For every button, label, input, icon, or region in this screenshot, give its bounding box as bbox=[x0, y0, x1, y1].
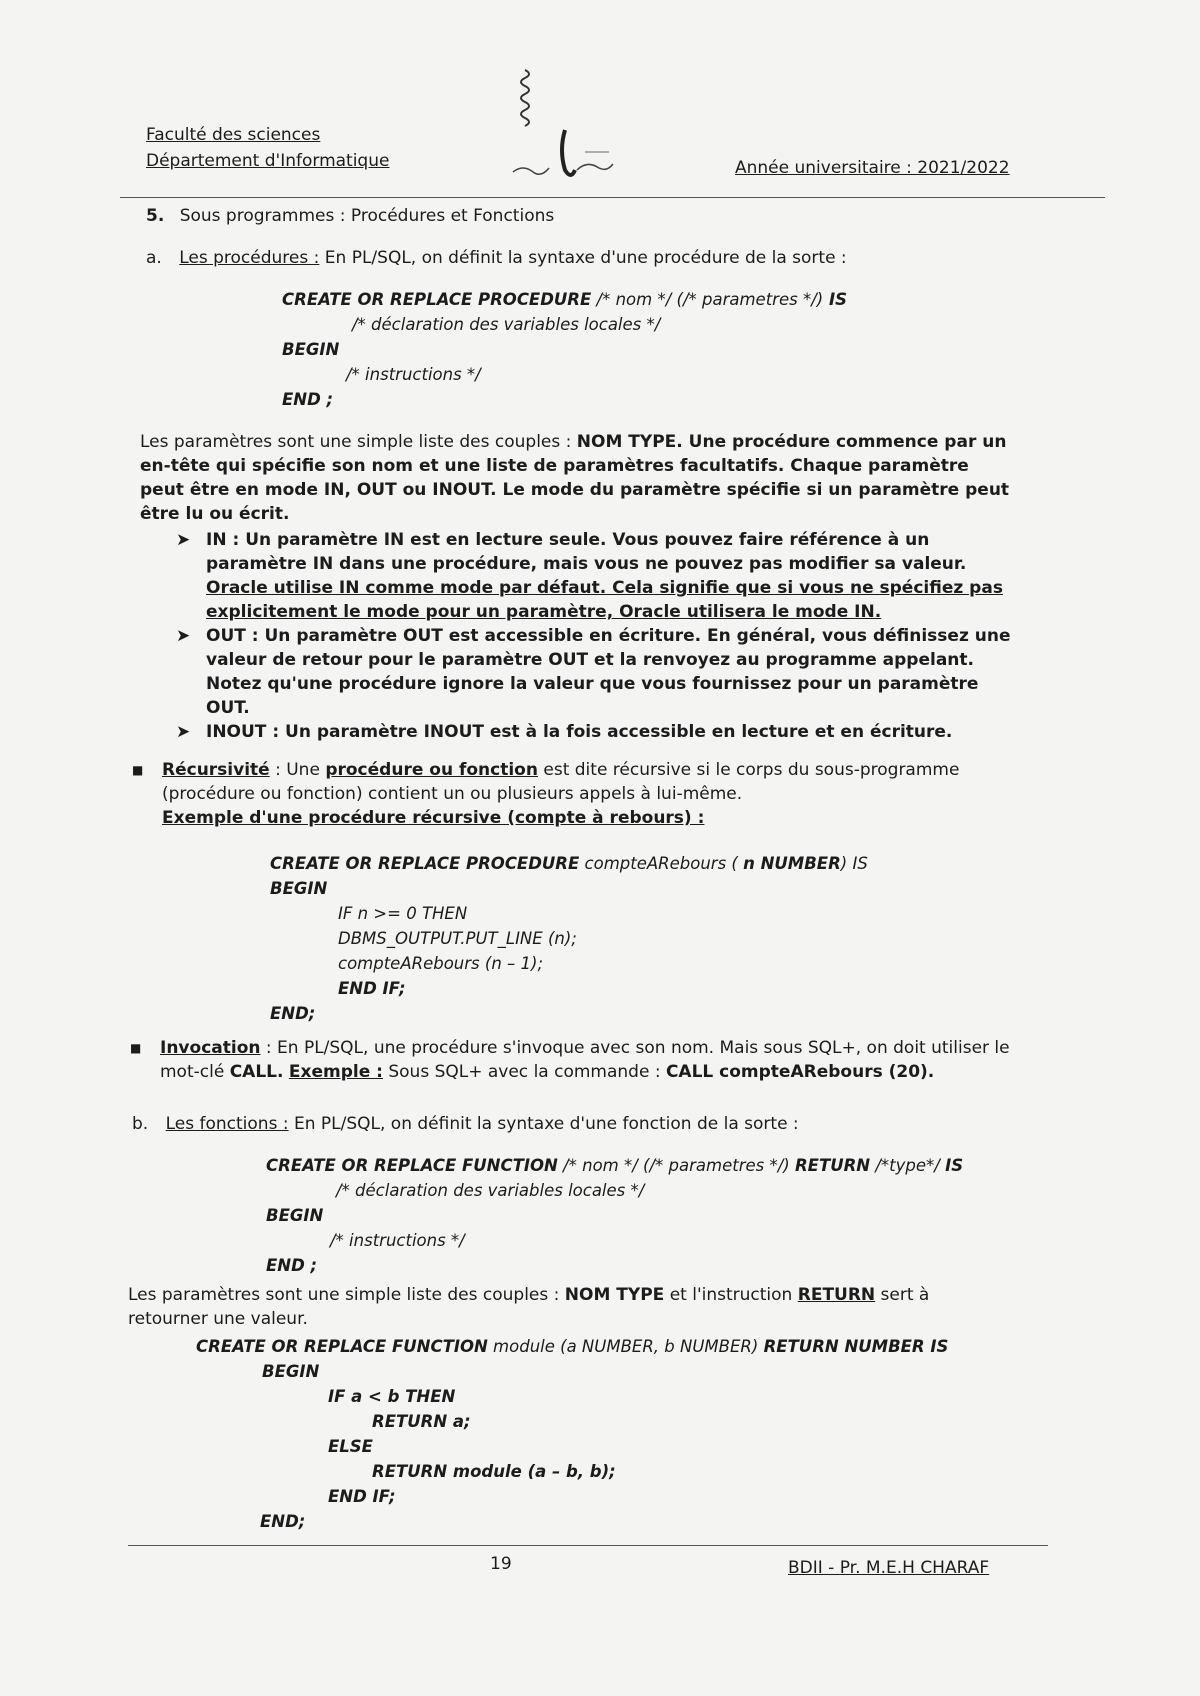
item-marker-a: a. bbox=[146, 248, 162, 268]
code-keyword: END IF; bbox=[338, 979, 406, 998]
section-title bbox=[146, 204, 554, 228]
function-syntax-block bbox=[266, 1153, 963, 1278]
para-text: sert à retourner une valeur. bbox=[128, 1285, 930, 1329]
code-keyword: IF a < b THEN bbox=[328, 1387, 456, 1406]
code-keyword: CREATE OR REPLACE PROCEDURE bbox=[282, 290, 592, 309]
page-number: 19 bbox=[490, 1554, 512, 1574]
mode-in-default-note: Oracle utilise IN comme mode par défaut. Cela signifie que si vous ne spécifiez pas explicitement le mode pour un paramètre, Oracle utilisera le mode IN. bbox=[206, 578, 1003, 622]
code-keyword: CREATE OR REPLACE FUNCTION bbox=[196, 1337, 488, 1356]
arrow-bullet-icon: ➤ bbox=[176, 722, 191, 742]
code-keyword: RETURN NUMBER IS bbox=[763, 1337, 949, 1356]
item-marker-b: b. bbox=[132, 1114, 149, 1134]
code-keyword: RETURN a; bbox=[372, 1412, 471, 1431]
code-comment: /* instructions */ bbox=[346, 365, 481, 384]
code-comment: /* instructions */ bbox=[330, 1231, 465, 1250]
para-text: Les paramètres sont une simple liste des couples : bbox=[128, 1285, 565, 1305]
function-params-paragraph bbox=[128, 1283, 1008, 1331]
code-keyword: BEGIN bbox=[282, 340, 340, 359]
header-institution bbox=[146, 122, 389, 174]
example-label: Exemple : bbox=[288, 1062, 383, 1082]
square-bullet-icon: ■ bbox=[130, 1041, 142, 1055]
procedures-intro bbox=[146, 246, 847, 270]
functions-intro bbox=[132, 1112, 799, 1136]
return-keyword: RETURN bbox=[797, 1285, 876, 1305]
recursive-procedure-code bbox=[270, 851, 868, 1026]
square-bullet-icon: ■ bbox=[132, 763, 144, 777]
footer-author: BDII - Pr. M.E.H CHARAF bbox=[788, 1558, 990, 1578]
academic-year: Année universitaire : 2021/2022 bbox=[735, 158, 1010, 178]
mode-out-item bbox=[176, 624, 1011, 720]
department-name: Département d'Informatique bbox=[146, 151, 390, 171]
recursivity-label: Récursivité bbox=[162, 760, 270, 780]
code-line: compteARebours (n – 1); bbox=[338, 954, 544, 973]
code-keyword: RETURN bbox=[794, 1156, 871, 1175]
code-keyword: END IF; bbox=[328, 1487, 396, 1506]
code-text: /*type*/ bbox=[870, 1156, 946, 1175]
code-keyword: ELSE bbox=[328, 1437, 373, 1456]
code-comment: /* déclaration des variables locales */ bbox=[336, 1181, 645, 1200]
functions-intro-text: En PL/SQL, on définit la syntaxe d'une fonction de la sorte : bbox=[288, 1114, 799, 1134]
header-divider bbox=[120, 197, 1105, 198]
code-text: /* nom */ (/* parametres */) bbox=[557, 1156, 795, 1175]
code-keyword: END ; bbox=[266, 1256, 318, 1275]
call-keyword: CALL. bbox=[229, 1062, 284, 1082]
footer-divider bbox=[128, 1545, 1048, 1546]
code-line: IF n >= 0 THEN bbox=[338, 904, 468, 923]
mode-in-text: IN : Un paramètre IN est en lecture seule. Vous pouvez faire référence à un paramètre IN dans une procédure, mais vous ne pouvez pas modifier sa valeur. bbox=[206, 530, 967, 574]
code-keyword: END ; bbox=[282, 390, 334, 409]
code-line: DBMS_OUTPUT.PUT_LINE (n); bbox=[338, 929, 577, 948]
code-keyword: CREATE OR REPLACE FUNCTION bbox=[266, 1156, 558, 1175]
para-bold: NOM TYPE. bbox=[576, 432, 683, 452]
call-example-command: CALL compteARebours (20). bbox=[665, 1062, 935, 1082]
faculty-name: Faculté des sciences bbox=[146, 125, 321, 145]
mode-inout-item bbox=[176, 720, 1011, 744]
param-modes-list bbox=[176, 528, 1011, 744]
recursivity-paragraph bbox=[132, 758, 1012, 830]
section-heading: Sous programmes : Procédures et Fonctions bbox=[179, 206, 555, 226]
mode-inout-text: INOUT : Un paramètre INOUT est à la fois accessible en lecture et en écriture. bbox=[206, 722, 953, 742]
para-text: et l'instruction bbox=[664, 1285, 798, 1305]
code-text: compteARebours ( bbox=[579, 854, 744, 873]
code-text: /* nom */ (/* parametres */) bbox=[591, 290, 824, 309]
para-bold: NOM TYPE bbox=[564, 1285, 665, 1305]
procedures-label: Les procédures : bbox=[179, 248, 320, 268]
code-keyword: n NUMBER bbox=[743, 854, 841, 873]
code-keyword: BEGIN bbox=[262, 1362, 320, 1381]
procedure-or-function-term: procédure ou fonction bbox=[325, 760, 538, 780]
code-text: ) IS bbox=[840, 854, 868, 873]
mode-out-text: OUT : Un paramètre OUT est accessible en écriture. En général, vous définissez une valeur de retour pour le paramètre OUT et la renvoyez au programme appelant. Notez qu'une procédure ignore la valeur que vous fournissez pour un paramètre OUT. bbox=[206, 626, 1011, 718]
code-text: module (a NUMBER, b NUMBER) bbox=[487, 1337, 764, 1356]
para-text: Sous SQL+ avec la commande : bbox=[382, 1062, 666, 1082]
code-comment: /* déclaration des variables locales */ bbox=[352, 315, 661, 334]
code-keyword: END; bbox=[270, 1004, 316, 1023]
code-keyword: RETURN module (a – b, b); bbox=[372, 1462, 616, 1481]
code-keyword: END; bbox=[260, 1512, 306, 1531]
invocation-label: Invocation bbox=[160, 1038, 261, 1058]
university-logo bbox=[505, 60, 625, 190]
functions-label: Les fonctions : bbox=[165, 1114, 289, 1134]
arrow-bullet-icon: ➤ bbox=[176, 626, 191, 646]
section-number: 5. bbox=[146, 206, 165, 226]
procedures-intro-text: En PL/SQL, on définit la syntaxe d'une procédure de la sorte : bbox=[319, 248, 847, 268]
para-text: : Une bbox=[269, 760, 326, 780]
code-keyword: BEGIN bbox=[270, 879, 328, 898]
code-keyword: BEGIN bbox=[266, 1206, 324, 1225]
module-function-code bbox=[196, 1334, 948, 1534]
procedure-syntax-block bbox=[282, 287, 847, 412]
para-text: Les paramètres sont une simple liste des couples : bbox=[140, 432, 577, 452]
para-text: est dite récursive si le corps du sous-programme (procédure ou fonction) contient un ou plusieurs appels à lui-même. bbox=[162, 760, 960, 804]
para-bold: Une procédure commence par un en-tête qui spécifie son nom et une liste de paramètres facultatifs. Chaque paramètre peut être en mode IN, OUT ou INOUT. Le mode du paramètre spécifie si un paramètre peut être lu ou écrit. bbox=[140, 432, 1010, 524]
code-keyword: IS bbox=[945, 1156, 964, 1175]
recursive-example-label: Exemple d'une procédure récursive (compte à rebours) : bbox=[162, 808, 705, 828]
procedure-params-paragraph bbox=[140, 430, 1010, 526]
code-keyword: CREATE OR REPLACE PROCEDURE bbox=[270, 854, 580, 873]
invocation-paragraph bbox=[130, 1036, 1010, 1084]
code-keyword: IS bbox=[823, 290, 847, 309]
arrow-bullet-icon: ➤ bbox=[176, 530, 191, 550]
para-text: : En PL/SQL, une procédure s'invoque avec son nom. Mais sous SQL+, on doit utiliser le mot-clé bbox=[160, 1038, 1010, 1082]
mode-in-item bbox=[176, 528, 1011, 624]
